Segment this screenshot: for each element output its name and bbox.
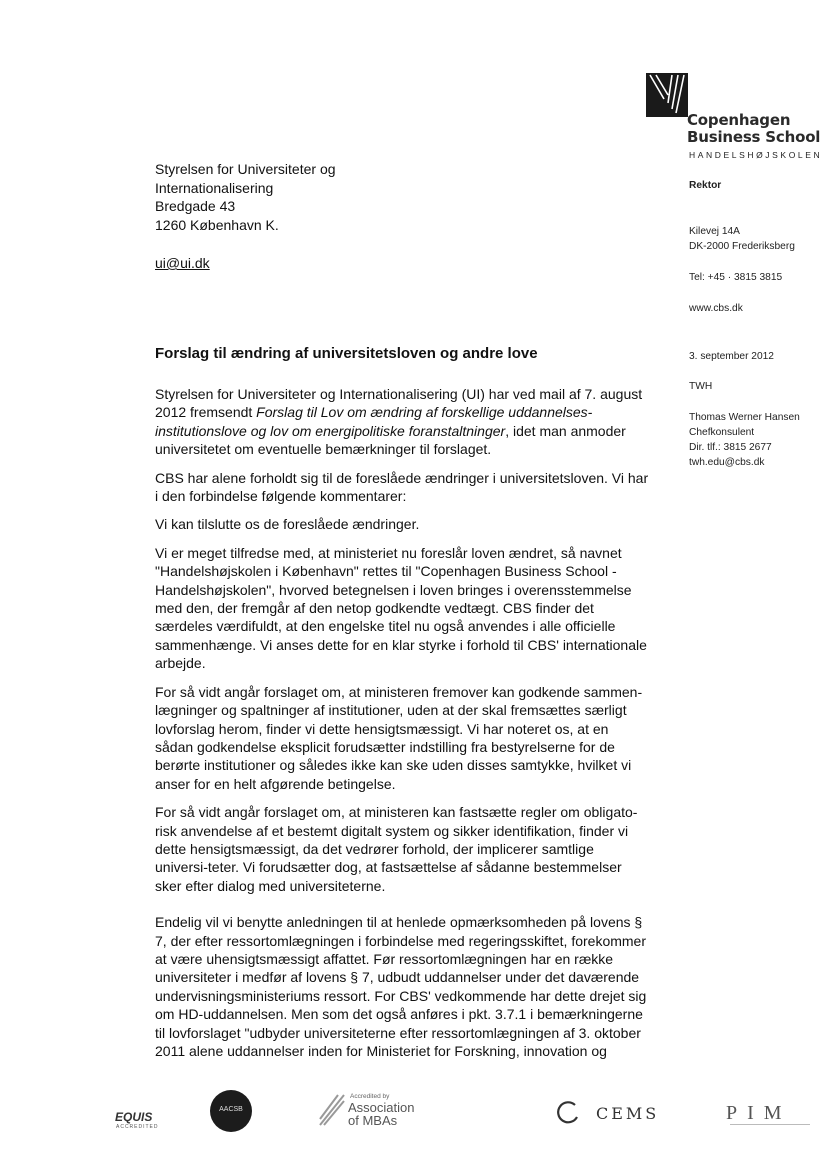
recipient-line: Styrelsen for Universiteter og bbox=[155, 161, 336, 177]
p1-text-italic: Forslag til Lov om ændring af forskellige uddannelses-institutionslove og lov om energipolitiske foranstaltninger bbox=[155, 404, 593, 439]
logo-name-line1: Copenhagen bbox=[687, 111, 791, 129]
sender-website-link[interactable]: www.cbs.dk bbox=[689, 303, 743, 314]
letter-date: 3. september 2012 bbox=[689, 351, 774, 362]
letter-body bbox=[155, 385, 650, 1070]
p1-text-a: Styrelsen for Universiteter og Internationalisering (UI) har ved mail af 7. august 2012 fremsendt bbox=[155, 386, 643, 421]
sender-address-line2: DK-2000 Frederiksberg bbox=[689, 241, 795, 252]
contact-title: Chefkonsulent bbox=[689, 427, 755, 438]
equis-logo-sub: ACCREDITED bbox=[116, 1124, 159, 1130]
logo-subtitle: HANDELSHØJSKOLEN bbox=[689, 150, 823, 160]
cbs-logo-icon bbox=[646, 73, 688, 117]
sender-phone: Tel: +45 · 3815 3815 bbox=[689, 272, 783, 283]
contact-email-link[interactable]: twh.edu@cbs.dk bbox=[689, 457, 765, 468]
amba-line1: Association bbox=[348, 1100, 415, 1115]
aacsb-logo-text: AACSB bbox=[219, 1106, 243, 1113]
recipient-address bbox=[155, 160, 336, 234]
paragraph-7: Endelig vil vi benytte anledningen til at henlede opmærksomheden på lovens § 7, der efter ressortomlægningen i forbindelse med regeringsskiftet, forekommer at være uhensigtsmæssigt affattet. Før ressortomlægningen har en række universiteter i medfør af lovens § 7, udbudt uddannelser under det daværende undervisningsministeriums ressort. For CBS' vedkommende har dette drejet sig om HD-uddannelsen. Men som det også anføres i pkt. 3.7.1 i bemærkningerne til lovforslaget "udbyder universiteterne efter ressortomlægningen af 3. oktober 2011 alene uddannelser inden for Ministeriet for Forskning, innovation og bbox=[155, 914, 647, 1059]
amba-line2: of MBAs bbox=[348, 1112, 398, 1128]
amba-accredited-text: Accredited by bbox=[350, 1093, 390, 1100]
cems-logo-icon bbox=[555, 1100, 581, 1126]
pim-logo-divider bbox=[730, 1124, 810, 1125]
amba-logo-icon bbox=[318, 1093, 346, 1127]
sender-address-line1: Kilevej 14A bbox=[689, 226, 740, 237]
cbs-logo-name bbox=[687, 112, 820, 146]
contact-phone: Dir. tlf.: 3815 2677 bbox=[689, 442, 772, 453]
equis-logo: EQUIS bbox=[115, 1110, 153, 1124]
paragraph-2: CBS har alene forholdt sig til de foreslåede ændringer i universitetsloven. Vi har i den forbindelse følgende kommentarer: bbox=[155, 469, 649, 505]
p1-text-b: , idet man anmoder universitetet om eventuelle bemærkninger til forslaget. bbox=[155, 422, 626, 458]
paragraph-1 bbox=[155, 385, 650, 459]
paragraph-5: For så vidt angår forslaget om, at ministeren fremover kan godkende sammen-lægninger og spaltninger af institutioner, uden at der skal fremsættes særligt lovforslag herom, finder vi dette hensigtsmæssigt. Vi har noteret os, at en sådan godkendelse eksplicit forudsætter indstilling fra bestyrelserne for de berørte institutioner og således ikke kan ske uden disses samtykke, hvilket vi anser for en helt afgørende betingelse. bbox=[155, 683, 643, 792]
amba-logo-text bbox=[348, 1102, 414, 1127]
recipient-line: 1260 København K. bbox=[155, 216, 279, 233]
contact-name: Thomas Werner Hansen bbox=[689, 412, 800, 423]
sender-initials: TWH bbox=[689, 381, 713, 392]
sender-role: Rektor bbox=[689, 180, 722, 191]
paragraph-6: For så vidt angår forslaget om, at ministeren kan fastsætte regler om obligato-risk anvendelse af et bestemt digitalt system og sikker identifikation, finder vi dette hensigtsmæssigt, da det vedrører forhold, der implicerer samtlige universi-teter. Vi forudsætter dog, at fastsættelse af sådanne bestemmelser sker efter dialog med universiteterne. bbox=[155, 804, 638, 894]
letter-title: Forslag til ændring af universitetsloven og andre love bbox=[155, 345, 538, 362]
pim-logo-text: PIM bbox=[726, 1102, 792, 1124]
logo-name-line2: Business School bbox=[687, 128, 821, 146]
aacsb-logo-icon bbox=[210, 1090, 252, 1132]
recipient-line: Bredgade 43 bbox=[155, 198, 236, 214]
cems-logo-text: CEMS bbox=[596, 1104, 660, 1123]
paragraph-4: Vi er meget tilfredse med, at ministeriet nu foreslår loven ændret, så navnet "Handelshøjskolen i København" rettes til "Copenhagen Business School - Handelshøjskolen", hvorved betegnelsen i loven bringes i overensstemmelse med den, der fremgår af den netop godkendte vedtægt. CBS finder det særdeles værdifuldt, at den engelske titel nu også anvendes i alle officielle sammenhænge. Vi anses dette for en klar styrke i forhold til CBS' internationale arbejde. bbox=[155, 544, 647, 672]
recipient-email-link[interactable]: ui@ui.dk bbox=[155, 255, 210, 271]
recipient-line: Internationalisering bbox=[155, 179, 274, 196]
paragraph-3: Vi kan tilslutte os de foreslåede ændringer. bbox=[155, 516, 420, 533]
